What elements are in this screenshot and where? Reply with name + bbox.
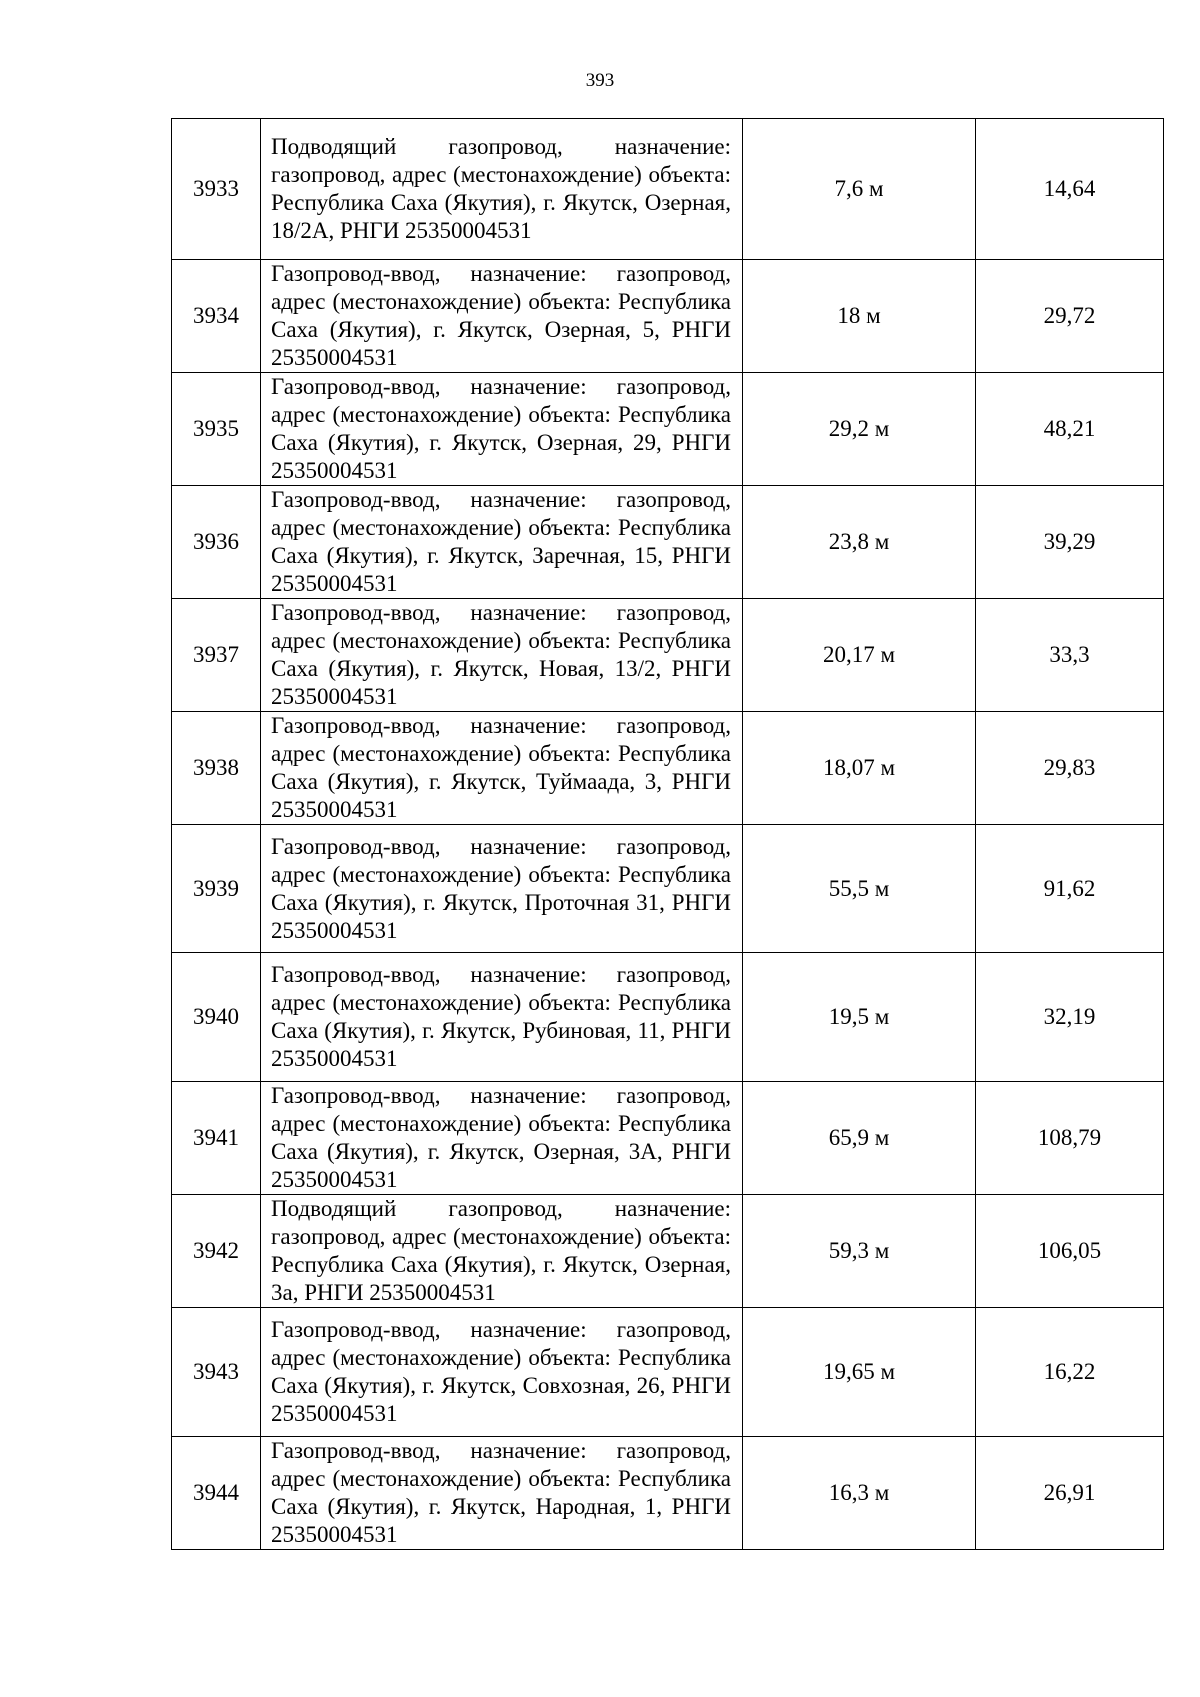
row-number: 3938 <box>172 712 261 825</box>
table-row <box>172 260 1164 373</box>
object-value: 33,3 <box>976 599 1164 712</box>
object-value: 32,19 <box>976 953 1164 1082</box>
object-value: 106,05 <box>976 1195 1164 1308</box>
table-row <box>172 1437 1164 1550</box>
registry-table <box>171 118 1164 1550</box>
table-row <box>172 373 1164 486</box>
table-row <box>172 486 1164 599</box>
page-number: 393 <box>585 70 615 91</box>
table-row <box>172 953 1164 1082</box>
object-length: 59,3 м <box>743 1195 976 1308</box>
object-description: Газопровод-ввод, назначение: газопровод, адрес (местонахождение) объекта: Республика Саха (Якутия), г. Якутск, Народная, 1, РНГИ 25350004531 <box>261 1437 743 1550</box>
object-length: 20,17 м <box>743 599 976 712</box>
row-number: 3941 <box>172 1082 261 1195</box>
object-description: Газопровод-ввод, назначение: газопровод, адрес (местонахождение) объекта: Республика Саха (Якутия), г. Якутск, Новая, 13/2, РНГИ 25350004531 <box>261 599 743 712</box>
object-description: Газопровод-ввод, назначение: газопровод, адрес (местонахождение) объекта: Республика Саха (Якутия), г. Якутск, Совхозная, 26, РНГИ 25350004531 <box>261 1308 743 1437</box>
table-row <box>172 1195 1164 1308</box>
table-row <box>172 712 1164 825</box>
object-value: 16,22 <box>976 1308 1164 1437</box>
row-number: 3937 <box>172 599 261 712</box>
object-description: Газопровод-ввод, назначение: газопровод, адрес (местонахождение) объекта: Республика Саха (Якутия), г. Якутск, Озерная, 3А, РНГИ 25350004531 <box>261 1082 743 1195</box>
object-value: 29,83 <box>976 712 1164 825</box>
object-length: 16,3 м <box>743 1437 976 1550</box>
table-row <box>172 825 1164 953</box>
object-description: Газопровод-ввод, назначение: газопровод, адрес (местонахождение) объекта: Республика Саха (Якутия), г. Якутск, Озерная, 29, РНГИ 25350004531 <box>261 373 743 486</box>
object-value: 48,21 <box>976 373 1164 486</box>
object-value: 29,72 <box>976 260 1164 373</box>
object-length: 55,5 м <box>743 825 976 953</box>
object-description: Газопровод-ввод, назначение: газопровод, адрес (местонахождение) объекта: Республика Саха (Якутия), г. Якутск, Туймаада, 3, РНГИ 25350004531 <box>261 712 743 825</box>
object-description: Подводящий газопровод, назначение: газопровод, адрес (местонахождение) объекта: Республика Саха (Якутия), г. Якутск, Озерная, 3а, РНГИ 25350004531 <box>261 1195 743 1308</box>
row-number: 3944 <box>172 1437 261 1550</box>
table-row <box>172 1308 1164 1437</box>
table-row <box>172 119 1164 260</box>
object-description: Газопровод-ввод, назначение: газопровод, адрес (местонахождение) объекта: Республика Саха (Якутия), г. Якутск, Проточная 31, РНГИ 25350004531 <box>261 825 743 953</box>
object-description: Газопровод-ввод, назначение: газопровод, адрес (местонахождение) объекта: Республика Саха (Якутия), г. Якутск, Заречная, 15, РНГИ 25350004531 <box>261 486 743 599</box>
row-number: 3943 <box>172 1308 261 1437</box>
object-length: 18,07 м <box>743 712 976 825</box>
object-value: 14,64 <box>976 119 1164 260</box>
row-number: 3939 <box>172 825 261 953</box>
object-length: 19,65 м <box>743 1308 976 1437</box>
object-length: 7,6 м <box>743 119 976 260</box>
object-length: 18 м <box>743 260 976 373</box>
object-value: 108,79 <box>976 1082 1164 1195</box>
table-row <box>172 1082 1164 1195</box>
object-value: 39,29 <box>976 486 1164 599</box>
row-number: 3933 <box>172 119 261 260</box>
row-number: 3935 <box>172 373 261 486</box>
row-number: 3940 <box>172 953 261 1082</box>
row-number: 3934 <box>172 260 261 373</box>
table-row <box>172 599 1164 712</box>
object-description: Подводящий газопровод, назначение: газопровод, адрес (местонахождение) объекта: Республика Саха (Якутия), г. Якутск, Озерная, 18/2А, РНГИ 25350004531 <box>261 119 743 260</box>
object-value: 26,91 <box>976 1437 1164 1550</box>
object-length: 65,9 м <box>743 1082 976 1195</box>
object-length: 19,5 м <box>743 953 976 1082</box>
row-number: 3942 <box>172 1195 261 1308</box>
object-description: Газопровод-ввод, назначение: газопровод, адрес (местонахождение) объекта: Республика Саха (Якутия), г. Якутск, Рубиновая, 11, РНГИ 25350004531 <box>261 953 743 1082</box>
object-length: 23,8 м <box>743 486 976 599</box>
object-value: 91,62 <box>976 825 1164 953</box>
object-length: 29,2 м <box>743 373 976 486</box>
object-description: Газопровод-ввод, назначение: газопровод, адрес (местонахождение) объекта: Республика Саха (Якутия), г. Якутск, Озерная, 5, РНГИ 25350004531 <box>261 260 743 373</box>
row-number: 3936 <box>172 486 261 599</box>
